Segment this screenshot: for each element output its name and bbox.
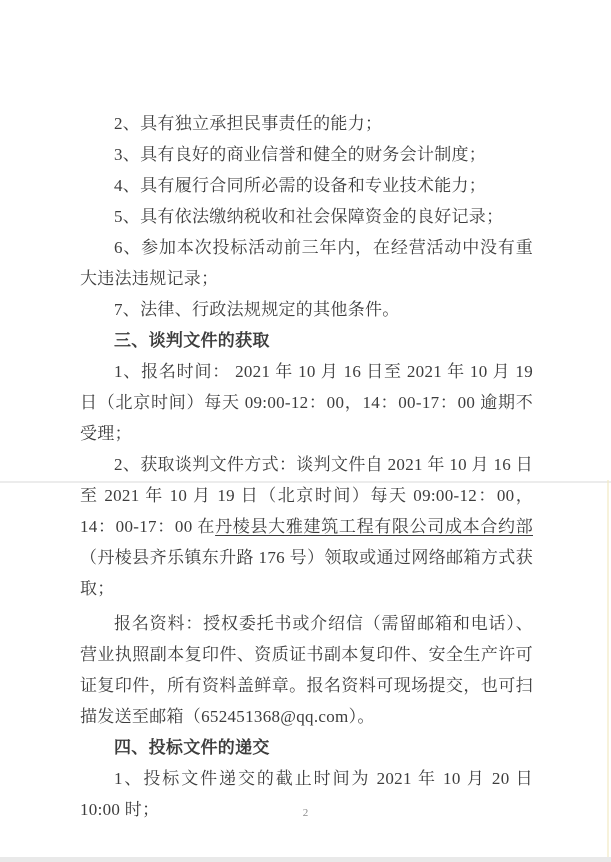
paragraph: [80, 139, 533, 170]
text-segment: 四、投标文件的递交: [114, 738, 270, 757]
section-heading: [80, 325, 533, 356]
paragraph: [80, 170, 533, 201]
text-segment: 1、报名时间： 2021 年 10 月 16 日至 2021 年 10 月 19 日（北京时间）每天 09:00-12：00，14：00-17：00 逾期不受理；: [80, 362, 533, 443]
text-segment: 3、具有良好的商业信誉和健全的财务会计制度；: [114, 145, 487, 164]
paragraph: [80, 356, 533, 449]
paragraph: [80, 232, 533, 294]
underlined-company-name: 丹棱县大雅建筑工程有限公司成本合约部: [215, 517, 533, 536]
paragraph: [80, 108, 533, 139]
section-heading: [80, 732, 533, 763]
scan-artifact-right-edge: [607, 480, 609, 857]
page-number: 2: [302, 807, 309, 819]
document-body: [80, 108, 533, 825]
paragraph: [80, 201, 533, 232]
text-segment: 7、法律、行政法规规定的其他条件。: [114, 300, 400, 319]
paragraph: [80, 608, 533, 732]
text-segment: （丹棱县齐乐镇东升路 176 号）领取或通过网络邮箱方式获取；: [80, 548, 533, 598]
text-segment: 2、获取谈判文件方式：谈判文件自 2021 年 10 月 16 日至 2021 年 10 月 19 日（北京时间）每天 09:00-12：00，14：00-17：00 在: [80, 455, 533, 536]
text-segment: 2、具有独立承担民事责任的能力；: [114, 114, 383, 133]
paragraph: [80, 294, 533, 325]
paragraph: [80, 449, 533, 604]
text-segment: 5、具有依法缴纳税收和社会保障资金的良好记录；: [114, 207, 504, 226]
text-segment: 1、投标文件递交的截止时间为 2021 年 10 月 20 日 10:00 时；: [80, 769, 533, 819]
scan-artifact-bottom-edge: [0, 857, 611, 862]
text-segment: 4、具有履行合同所必需的设备和专业技术能力；: [114, 176, 487, 195]
text-segment: 三、谈判文件的获取: [114, 331, 270, 350]
text-segment: 6、参加本次投标活动前三年内，在经营活动中没有重大违法违规记录；: [80, 238, 533, 288]
text-segment: 报名资料：授权委托书或介绍信（需留邮箱和电话）、营业执照副本复印件、资质证书副本复印件、安全生产许可证复印件，所有资料盖鲜章。报名资料可现场提交，也可扫描发送至邮箱（652451368@qq.com）。: [80, 614, 533, 726]
